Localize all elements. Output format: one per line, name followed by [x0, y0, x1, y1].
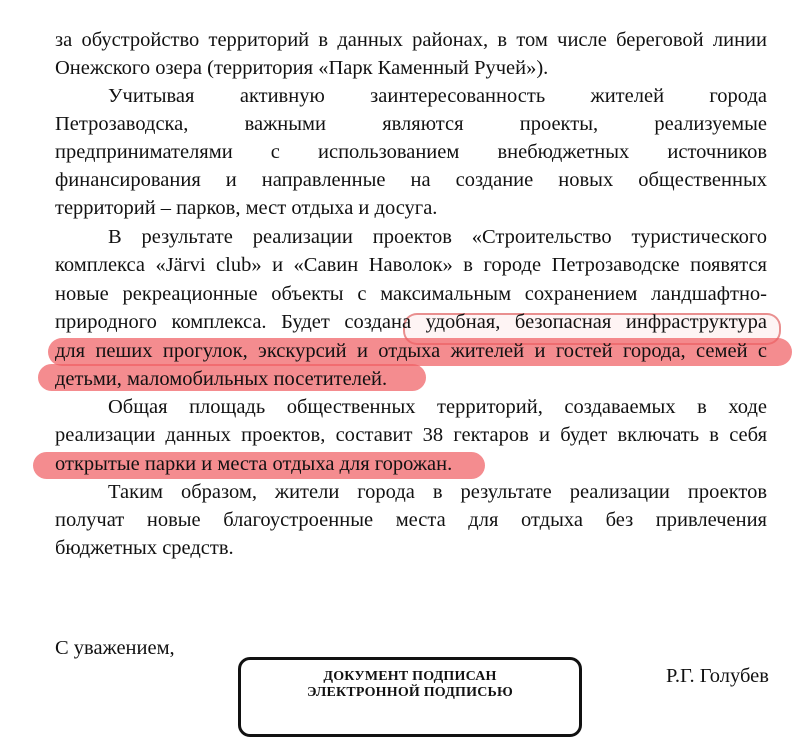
text-line: Учитывая активную заинтересованность жителей города	[108, 85, 767, 107]
text-line: получат новые благоустроенные места для отдыха без привлечения	[55, 509, 767, 531]
stamp-title-line2: ЭЛЕКТРОННОЙ ПОДПИСЬЮ	[307, 685, 513, 700]
text-line: новые рекреационные объекты с максимальным сохранением ландшафтно-	[55, 283, 767, 305]
closing-regards: С уважением,	[55, 637, 175, 659]
signer-name: Р.Г. Голубев	[666, 665, 769, 687]
text-line: для пеших прогулок, экскурсий и отдыха жителей и гостей города, семей с	[55, 340, 767, 362]
text-line: бюджетных средств.	[55, 537, 234, 559]
text-line: Общая площадь общественных территорий, создаваемых в ходе	[108, 396, 767, 418]
stamp-title-line1: ДОКУМЕНТ ПОДПИСАН	[323, 669, 497, 684]
text-line: комплекса «Järvi club» и «Савин Наволок» в городе Петрозаводске появятся	[55, 254, 767, 276]
text-line: В результате реализации проектов «Строительство туристического	[108, 226, 767, 248]
electronic-signature-stamp	[238, 657, 582, 737]
text-line: Петрозаводска, важными являются проекты, реализуемые	[55, 113, 767, 135]
text-line: открытые парки и места отдыха для горожан.	[55, 453, 453, 475]
text-line: Таким образом, жители города в результате реализации проектов	[108, 481, 767, 503]
text-line: за обустройство территорий в данных районах, в том числе береговой линии	[55, 29, 767, 51]
text-line: Онежского озера (территория «Парк Каменный Ручей»).	[55, 57, 549, 79]
text-line: территорий – парков, мест отдыха и досуга.	[55, 197, 438, 219]
text-line: реализации данных проектов, составит 38 гектаров и будет включать в себя	[55, 424, 767, 446]
text-line: природного комплекса. Будет создана удобная, безопасная инфраструктура	[55, 311, 767, 333]
text-line: предпринимателями с использованием внебюджетных источников	[55, 141, 767, 163]
text-line: детьми, маломобильных посетителей.	[55, 368, 388, 390]
text-line: финансирования и направленные на создание новых общественных	[55, 169, 767, 191]
